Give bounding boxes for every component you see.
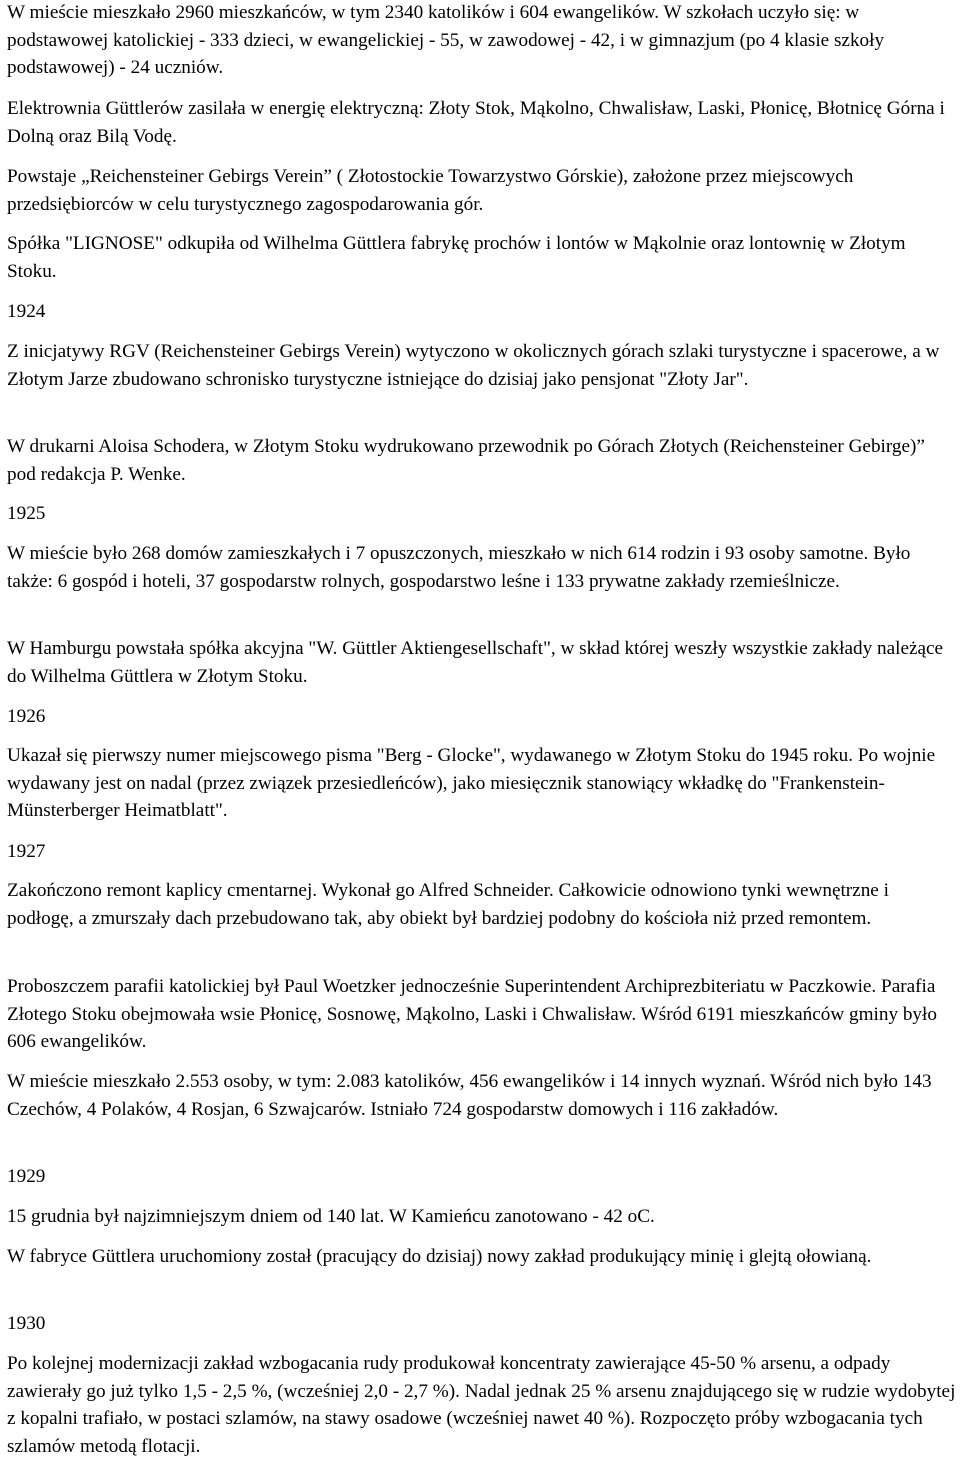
paragraph-population-1927: W mieście mieszkało 2.553 osoby, w tym: 2.083 katolików, 456 ewangelików i 14 innych wyznań. Wśród nich było 143 Czechów, 4 Polaków, 4 Rosjan, 6 Szwajcarów. Istniało 724 gospodarstw domowych i 116 zakładów. [7,1071,932,1120]
year-heading-1926: 1926 [7,706,46,727]
paragraph-houses: W mieście było 268 domów zamieszkałych i 7 opuszczonych, mieszkało w nich 614 rodzin i 93 osoby samotne. Było także: 6 gospód i hoteli, 37 gospodarstw rolnych, gospodarstwo leśne i 133 prywatne zakłady rzemieślnicze. [7,543,911,592]
paragraph-chapel-renovation: Zakończono remont kaplicy cmentarnej. Wykonał go Alfred Schneider. Całkowicie odnowiono tynki wewnętrzne i podłogę, a zmurszały dach przebudowano tak, aby obiekt był bardziej podobny do kościoła niż przed remontem. [7,880,889,929]
paragraph-coldest-day: 15 grudnia był najzimniejszym dniem od 140 lat. W Kamieńcu zanotowano - 42 oC. [7,1206,655,1227]
paragraph-lignose: Spółka "LIGNOSE" odkupiła od Wilhelma Güttlera fabrykę prochów i lontów w Mąkolnie oraz lontownię w Złotym Stoku. [7,233,906,282]
paragraph-parish: Proboszczem parafii katolickiej był Paul Woetzker jednocześnie Superintendent Archiprezbiteriatu w Paczkowie. Parafia Złotego Stoku obejmowała wsie Płonicę, Sosnowę, Mąkolno, Laski i Chwalisław. Wśród 6191 mieszkańców gminy było 606 ewangelików. [7,976,937,1052]
paragraph-rgv-founded: Powstaje „Reichensteiner Gebirgs Verein” ( Złotostockie Towarzystwo Górskie), założone przez miejscowych przedsiębiorców w celu turystycznego zagospodarowania gór. [7,166,854,215]
paragraph-trails: Z inicjatywy RGV (Reichensteiner Gebirgs Verein) wytyczono w okolicznych górach szlaki turystyczne i spacerowe, a w Złotym Jarze zbudowano schronisko turystyczne istniejące do dzisiaj jako pensjonat "Złoty Jar". [7,341,940,390]
paragraph-population-1923: W mieście mieszkało 2960 mieszkańców, w tym 2340 katolików i 604 ewangelików. W szkołach uczyło się: w podstawowej katolickiej - 333 dzieci, w ewangelickiej - 55, w zawodowej - 42, i w gimnazjum (po 4 klasie szkoły podstawowej) - 24 uczniów. [7,2,885,78]
paragraph-minium-plant: W fabryce Güttlera uruchomiony został (pracujący do dzisiaj) nowy zakład produkujący minię i glejtą ołowianą. [7,1246,872,1267]
paragraph-berg-glocke: Ukazał się pierwszy numer miejscowego pisma "Berg - Glocke", wydawanego w Złotym Stoku do 1945 roku. Po wojnie wydawany jest on nadal (przez związek przesiedleńców), jako miesięcznik stanowiący wkładkę do "Frankenstein-Münsterberger Heimatblatt". [7,745,936,821]
year-heading-1924: 1924 [7,301,46,322]
paragraph-hamburg-company: W Hamburgu powstała spółka akcyjna "W. Güttler Aktiengesellschaft", w skład której weszły wszystkie zakłady należące do Wilhelma Güttlera w Złotym Stoku. [7,638,944,687]
paragraph-power-plant: Elektrownia Güttlerów zasilała w energię elektryczną: Złoty Stok, Mąkolno, Chwalisław, Laski, Płonicę, Błotnicę Górna i Dolną oraz Bilą Vodę. [7,98,945,147]
paragraph-ore-enrichment: Po kolejnej modernizacji zakład wzbogacania rudy produkował koncentraty zawierające 45-50 % arsenu, a odpady zawierały go już tylko 1,5 - 2,5 %, (wcześniej 2,0 - 2,7 %). Nadal jednak 25 % arsenu znajdującego się w rudzie wydobytej z kopalni trafiało, w postaci szlamów, na stawy osadowe (wcześniej nawet 40 %). Rozpoczęto próby wzbogacania tych szlamów metodą flotacji. [7,1353,956,1457]
year-heading-1925: 1925 [7,503,46,524]
year-heading-1929: 1929 [7,1166,46,1187]
paragraph-guidebook: W drukarni Aloisa Schodera, w Złotym Stoku wydrukowano przewodnik po Górach Złotych (Reichensteiner Gebirge)” pod redakcja P. Wenke. [7,436,925,485]
year-heading-1927: 1927 [7,841,46,862]
year-heading-1930: 1930 [7,1313,46,1334]
